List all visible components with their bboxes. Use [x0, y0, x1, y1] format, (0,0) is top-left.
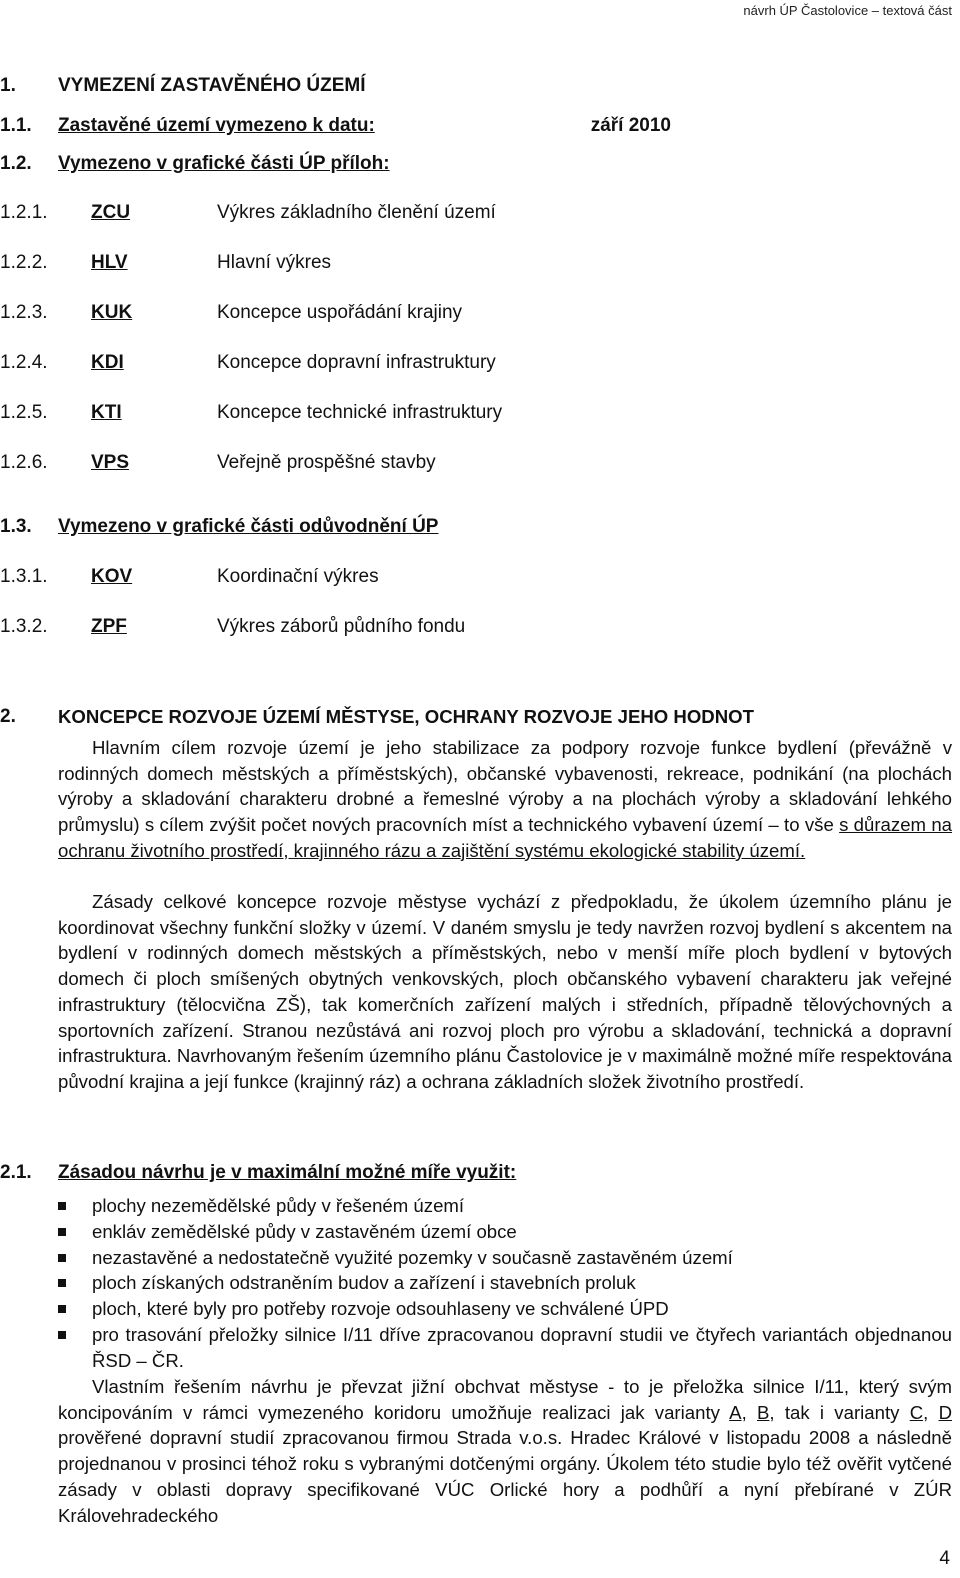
- bullet-text: nezastavěné a nedostatečně využité pozemky v současně zastavěném území: [92, 1247, 733, 1268]
- bullet-icon: [58, 1228, 66, 1236]
- section-2-title: KONCEPCE ROZVOJE ÚZEMÍ MĚSTYSE, OCHRANY ROZVOJE JEHO HODNOT: [58, 706, 754, 727]
- bullet-text: ploch, které byly pro potřeby rozvoje odsouhlaseny ve schválené ÚPD: [92, 1298, 669, 1319]
- list-item: [0, 202, 960, 228]
- s13-label: Vymezeno v grafické části odůvodnění ÚP: [58, 516, 439, 537]
- item-number: 1.2.4.: [0, 352, 48, 373]
- bypass-text-c: , tak i varianty: [769, 1401, 910, 1423]
- page-header: návrh ÚP Častolovice – textová část: [743, 3, 952, 18]
- item-code: KOV: [91, 566, 133, 587]
- item-text: Hlavní výkres: [217, 252, 332, 273]
- section-1-title: VYMEZENÍ ZASTAVĚNÉHO ÚZEMÍ: [58, 75, 366, 96]
- paragraph-goals: [58, 735, 952, 864]
- bullet-icon: [58, 1279, 66, 1287]
- s21-number: 2.1.: [0, 1162, 32, 1183]
- item-text: Koncepce dopravní infrastruktury: [217, 352, 496, 373]
- variant-a: A: [729, 1401, 742, 1423]
- bullet-text: plochy nezemědělské půdy v řešeném území: [92, 1195, 465, 1216]
- item-number: 1.2.1.: [0, 202, 48, 223]
- paragraph-principles: [58, 889, 952, 1095]
- bullet-icon: [58, 1305, 66, 1313]
- list-item: [0, 352, 960, 378]
- paragraph-principles-text: Zásady celkové koncepce rozvoje městyse vychází z předpokladu, že úkolem územního plánu je koordinovat všechny funkční složky v území. V daném smyslu je tedy navržen rozvoj bydlení s akcentem na bydlení v rodinných domech městských a příměstských, nebo v menší míře ploch bydlení v bytových domech či ploch smíšených obytných venkovských, ploch občanského vybavení charakteru jak veřejné infrastruktury (tělocvična ZŠ), tak komerčních zařízení malých i středních, případně tělovýchovných a sportovních zařízení. Stranou nezůstává ani rozvoj ploch pro výrobu a skladování, technická a dopravní infrastruktura. Navrhovaným řešením územního plánu Častolovice je v maximálně možné míře respektována původní krajina a její funkce (krajinný ráz) a ochrana základních složek životního prostředí.: [58, 891, 952, 1092]
- variant-d: D: [938, 1401, 952, 1423]
- bullet-icon: [58, 1254, 66, 1262]
- s21-title: Zásadou návrhu je v maximální možné míře využit:: [58, 1162, 517, 1183]
- item-text: Veřejně prospěšné stavby: [217, 452, 436, 473]
- item-code: KUK: [91, 302, 133, 323]
- item-number: 1.2.6.: [0, 452, 48, 473]
- s12-number: 1.2.: [0, 153, 32, 174]
- paragraph-bypass: [58, 1374, 952, 1528]
- s11-label: Zastavěné území vymezeno k datu:: [58, 115, 375, 136]
- bypass-text-a: Vlastním řešením návrhu je převzat jižní obchvat městyse - to je přeložka silnice I/11, který svým koncipováním v rámci vymezeného koridoru umožňuje realizaci jak varianty: [58, 1376, 952, 1423]
- bullet-text: enkláv zemědělské půdy v zastavěném území obce: [92, 1221, 517, 1242]
- item-text: Výkres základního členění území: [217, 202, 496, 223]
- item-text: Koncepce uspořádání krajiny: [217, 302, 463, 323]
- bullet-icon: [58, 1331, 66, 1339]
- item-number: 1.2.2.: [0, 252, 48, 273]
- list-item: [0, 302, 960, 328]
- item-code: ZPF: [91, 616, 127, 637]
- bypass-text-e: prověřené dopravní studií zpracovanou firmou Strada v.o.s. Hradec Králové v listopadu 2008 a následně projednanou v prosinci téhož roku s vybranými dotčenými orgány. Úkolem této studie bylo též ověřit vytčené zásady v oblasti dopravy specifikované VÚC Orlické hory a podhůří a nyní přebírané v ZÚR Královehradeckého: [58, 1427, 952, 1526]
- item-number: 1.3.1.: [0, 566, 48, 587]
- section-2-number: 2.: [0, 706, 16, 727]
- item-code: ZCU: [91, 202, 131, 223]
- paragraph-goals-text: Hlavním cílem rozvoje území je jeho stabilizace za podpory rozvoje funkce bydlení (převážně v rodinných domech městských a příměstských), občanské vybavenosti, rekreace, podnikání (na plochách výroby a skladování charakteru drobné a řemeslné výroby a na plochách výroby a skladování lehkého průmyslu) s cílem zvýšit počet nových pracovních míst a technického vybavení území – to vše: [58, 737, 952, 836]
- s12-label: Vymezeno v grafické části ÚP příloh:: [58, 153, 390, 174]
- paragraph-goals-emphasis: s důrazem na ochranu životního prostředí, krajinného rázu a zajištění systému ekologické stability území.: [58, 814, 952, 861]
- bullet-text: pro trasování přeložky silnice I/11 dříve zpracovanou dopravní studii ve čtyřech variantách objednanou ŘSD – ČR.: [92, 1324, 952, 1371]
- item-text: Koncepce technické infrastruktury: [217, 402, 503, 423]
- variant-b: B: [757, 1401, 770, 1423]
- s11-date: září 2010: [590, 115, 671, 136]
- item-number: 1.3.2.: [0, 616, 48, 637]
- section-1-number: 1.: [0, 75, 16, 96]
- item-number: 1.2.5.: [0, 402, 48, 423]
- list-item: [0, 402, 960, 428]
- item-code: KTI: [91, 402, 122, 423]
- list-item: [0, 616, 960, 642]
- item-number: 1.2.3.: [0, 302, 48, 323]
- s11-number: 1.1.: [0, 115, 32, 136]
- item-code: KDI: [91, 352, 124, 373]
- page-number: 4: [939, 1548, 950, 1569]
- list-item: [0, 252, 960, 278]
- list-item: [0, 452, 960, 478]
- item-text: Výkres záborů půdního fondu: [217, 616, 466, 637]
- bypass-text-b: ,: [741, 1401, 757, 1423]
- bullet-text: ploch získaných odstraněním budov a zařízení i stavebních proluk: [92, 1272, 636, 1293]
- list-item: [0, 566, 960, 592]
- item-code: HLV: [91, 252, 128, 273]
- item-text: Koordinační výkres: [217, 566, 379, 587]
- variant-c: C: [909, 1401, 924, 1423]
- s11-heading: [58, 115, 671, 137]
- bypass-text-d: ,: [923, 1401, 939, 1423]
- item-code: VPS: [91, 452, 130, 473]
- bullet-icon: [58, 1202, 66, 1210]
- s13-number: 1.3.: [0, 516, 32, 537]
